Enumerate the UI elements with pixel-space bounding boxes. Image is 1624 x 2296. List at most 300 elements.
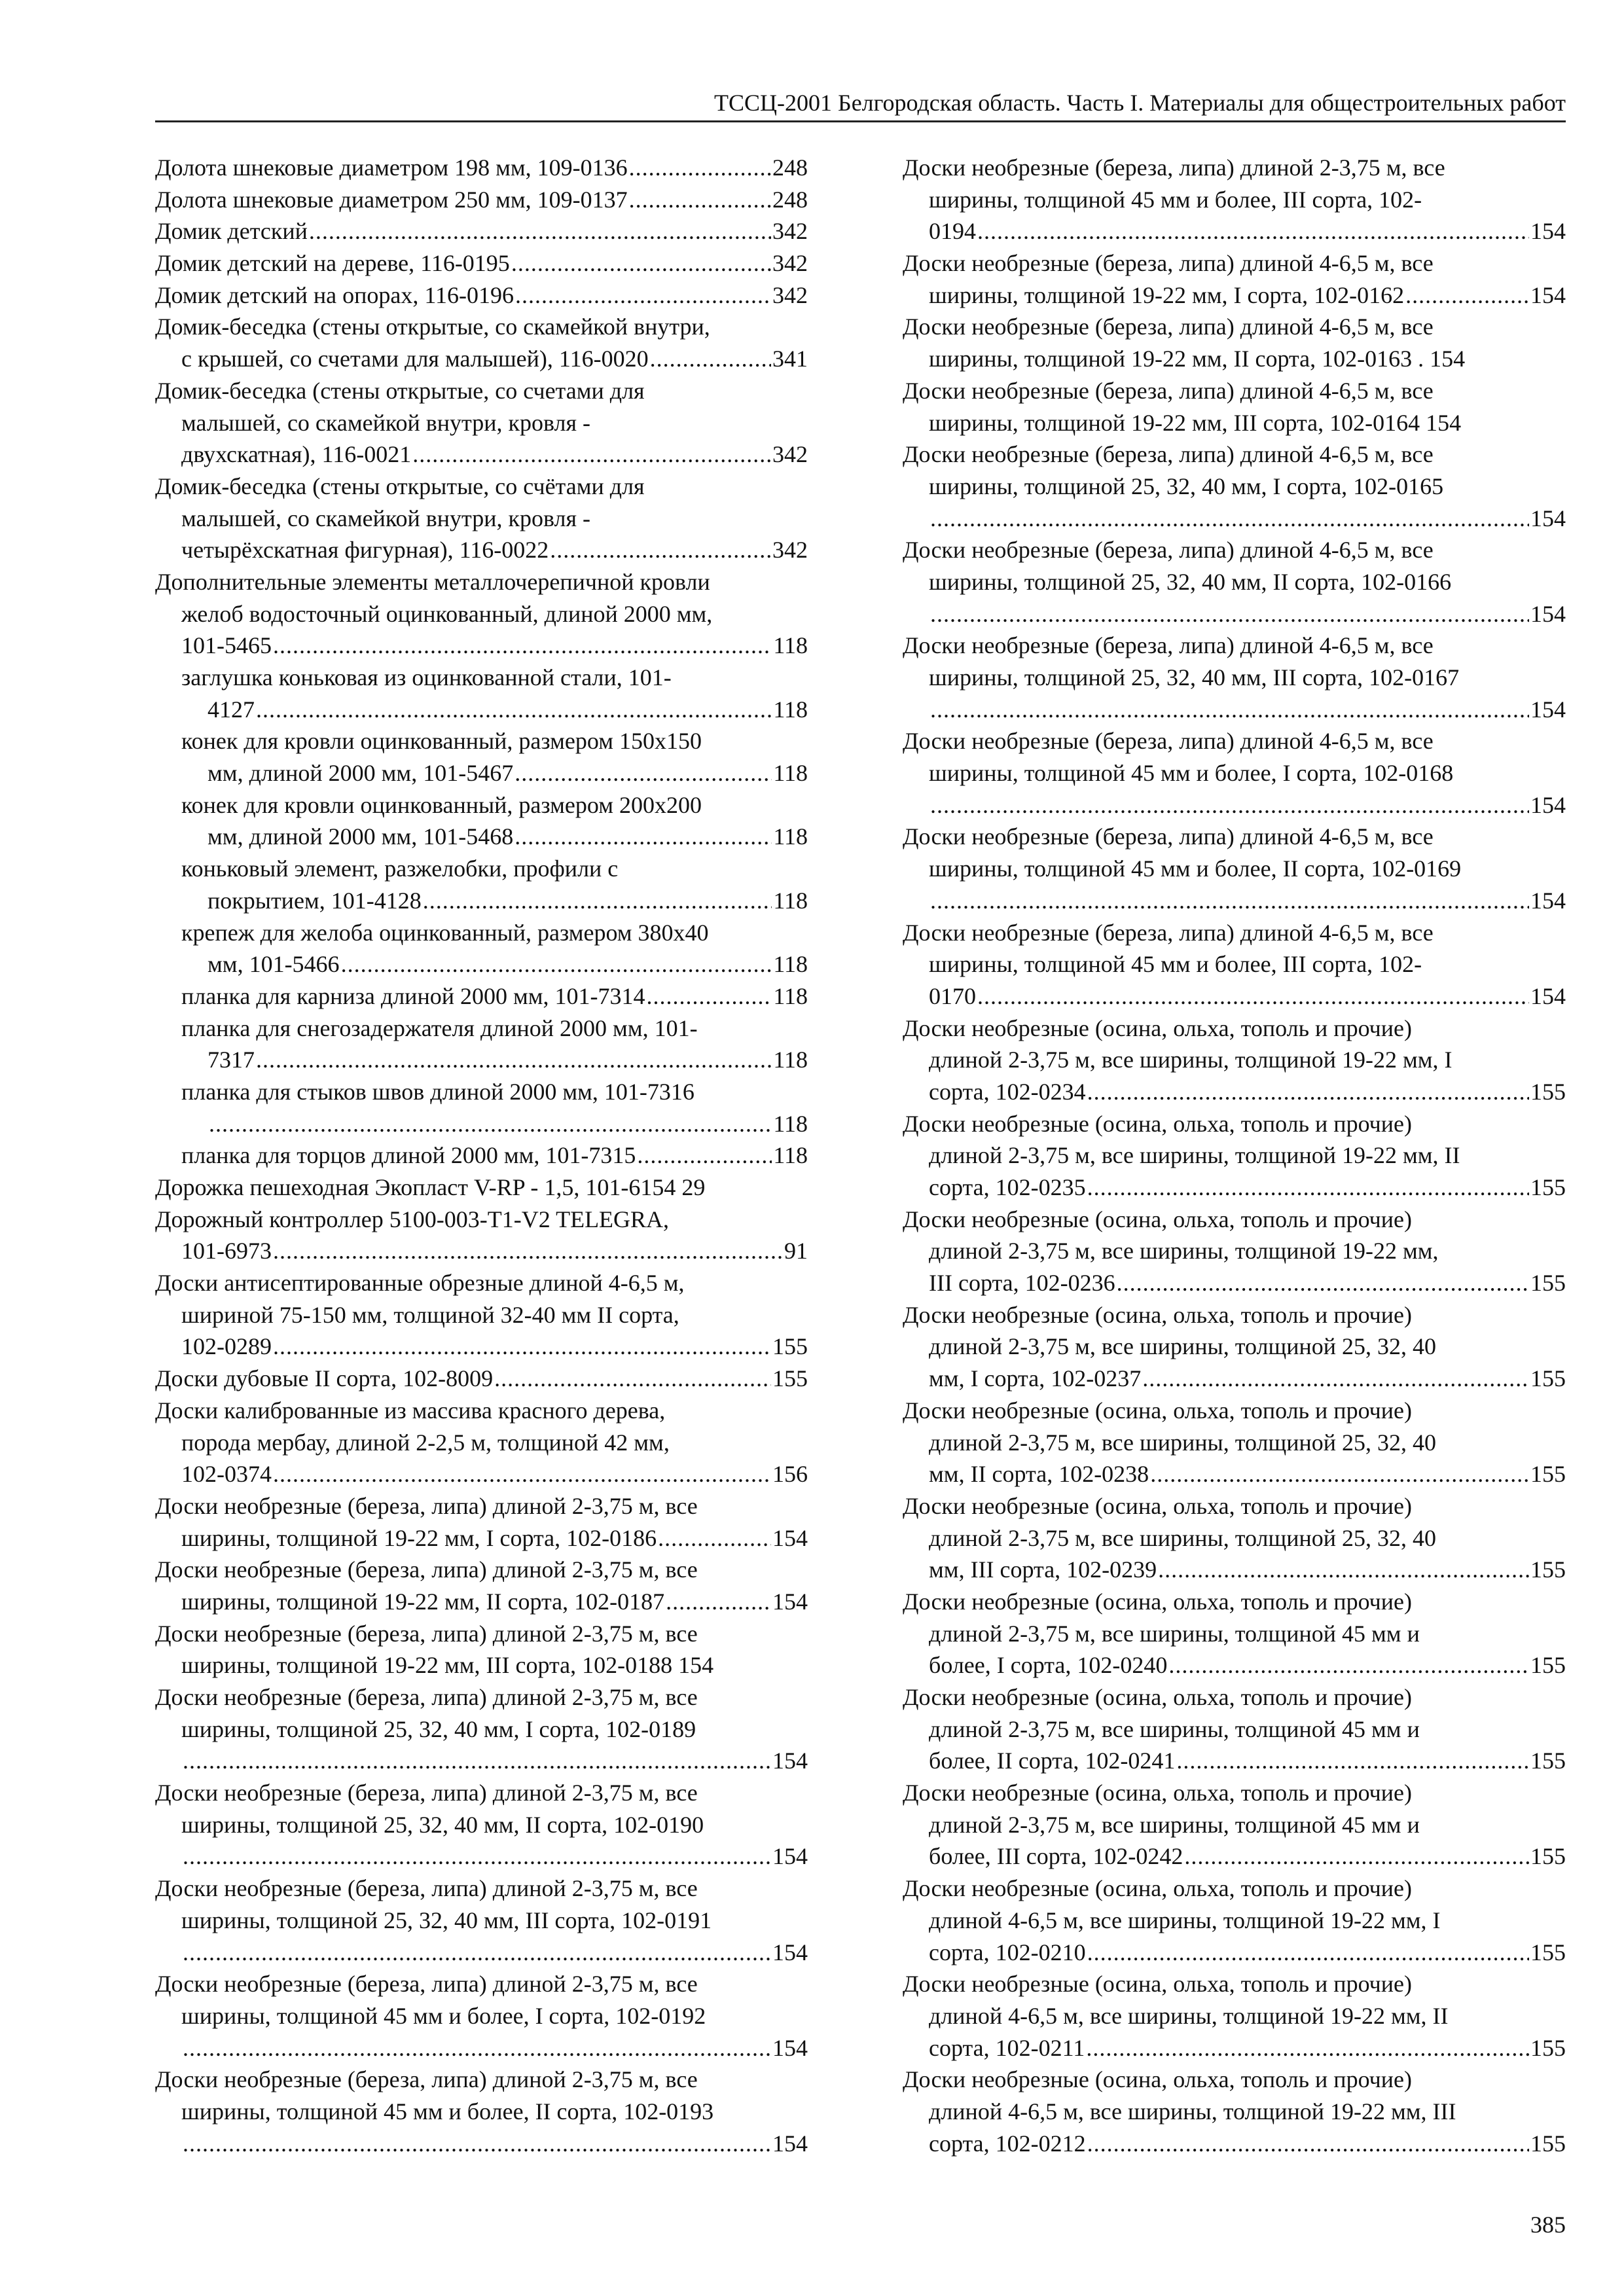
entry-line-with-page [903,885,1566,917]
entry-line: Домик-беседка (стены открытые, со скамейкой внутри, [155,314,710,340]
entry-line: длиной 2-3,75 м, все ширины, толщиной 19-22 мм, [929,1238,1439,1265]
entry-line: Доски необрезные (береза, липа) длиной 4-6,5 м, все [903,377,1434,404]
entry-line: Дорожный контроллер 5100-003-T1-V2 TELEGRA, [155,1206,670,1232]
entry-line: длиной 2-3,75 м, все ширины, толщиной 19-22 мм, II [929,1142,1460,1169]
index-subentry [155,917,808,980]
dot-leader [273,1458,771,1490]
entry-line: Доски необрезные (береза, липа) длиной 2-3,75 м, все [155,1620,698,1647]
dot-leader [209,1108,772,1140]
dot-leader [930,885,1529,917]
entry-text: Долота шнековые диаметром 250 мм, 109-0137 [155,186,628,213]
index-entry [155,471,808,566]
entry-line: Доски необрезные (осина, ольха, тополь и прочие) [903,1492,1412,1519]
entry-line: Доски необрезные (береза, липа) длиной 2-3,75 м, все [155,1556,698,1583]
page-ref: 156 [772,1461,808,1488]
dot-leader [977,215,1529,247]
page-ref: 342 [772,218,808,245]
entry-line-with-page [903,215,1566,247]
index-entry [903,1586,1566,1681]
entry-line-with-page [903,2128,1566,2160]
dot-leader [666,1586,771,1618]
entry-line: Доски необрезные (осина, ольха, тополь и прочие) [903,1110,1412,1137]
entry-text: ширины, толщиной 19-22 мм, II сорта, 102-0187 [181,1588,665,1615]
index-entry [155,566,808,662]
dot-leader [1142,1363,1529,1395]
index-entry [903,311,1566,374]
dot-leader [1086,2032,1529,2064]
entry-line-with-page [903,279,1566,312]
index-entry [903,375,1566,439]
page-ref: 118 [773,1142,808,1169]
entry-line-with-page [903,598,1566,630]
index-subentry [155,725,808,789]
index-entry [155,279,808,312]
index-entry [903,1013,1566,1108]
entry-text: четырёхскатная фигурная), 116-0022 [181,537,549,564]
entry-line: длиной 2-3,75 м, все ширины, толщиной 45 мм и [929,1811,1420,1838]
page-ref: 154 [1530,505,1566,531]
dot-leader [273,630,772,662]
dot-leader [183,1937,771,1969]
entry-line: Домик-беседка (стены открытые, со счётами для [155,473,645,499]
entry-line: Доски необрезные (береза, липа) длиной 2-3,75 м, все [155,1780,698,1806]
entry-line-with-page [903,1458,1566,1490]
entry-text: более, I сорта, 102-0240 [929,1652,1168,1679]
dot-leader [273,1235,783,1267]
index-entry [155,247,808,279]
page-ref: 342 [772,441,808,468]
page-ref: 155 [1530,1365,1566,1392]
dot-leader [637,1139,772,1172]
page-ref: 118 [773,951,808,978]
page-ref: 91 [784,1238,808,1265]
dot-leader [1176,1745,1529,1777]
entry-line-with-page [903,1554,1566,1586]
running-header [155,79,1566,122]
entry-line: Доски антисептированные обрезные длиной 4-6,5 м, [155,1270,685,1297]
entry-line-with-page [155,885,808,917]
entry-line-with-page [155,439,808,471]
entry-line: Доски необрезные (осина, ольха, тополь и прочие) [903,1397,1412,1424]
dot-leader [550,534,771,566]
page-ref: 342 [772,537,808,564]
index-entry [903,247,1566,311]
page-ref: 154 [772,1588,808,1615]
page-ref: 342 [772,250,808,277]
entry-line-with-page [155,247,808,279]
entry-text: III сорта, 102-0236 [929,1270,1115,1297]
entry-line-with-page [155,630,808,662]
index-entry [155,1204,808,1267]
page-ref: 342 [772,281,808,308]
entry-line-with-page [903,1172,1566,1204]
entry-line: планка для стыков швов длиной 2000 мм, 101-7316 [181,1078,695,1105]
dot-leader [256,1044,772,1076]
entry-line: коньковый элемент, разжелобки, профили с [181,855,619,882]
dot-leader [309,215,771,247]
page-ref: 248 [772,154,808,181]
entry-line-with-page [903,694,1566,726]
entry-line: ширины, толщиной 25, 32, 40 мм, III сорта, 102-0191 [181,1907,712,1933]
dot-leader [494,1363,771,1395]
entry-line-with-page [155,948,808,980]
page-ref: 154 [1530,281,1566,308]
entry-line: ширины, толщиной 25, 32, 40 мм, II сорта, 102-0166 [929,568,1452,595]
entry-line-with-page [903,503,1566,535]
entry-line-with-page [903,1937,1566,1969]
page-ref: 154 [1530,791,1566,818]
entry-line: шириной 75-150 мм, толщиной 32-40 мм II сорта, [181,1301,679,1328]
index-entry [903,1490,1566,1586]
entry-line-with-page [155,980,808,1013]
entry-text: Домик детский на опорах, 116-0196 [155,281,514,308]
entry-line: ширины, толщиной 25, 32, 40 мм, I сорта, 102-0189 [181,1715,696,1742]
page-ref: 118 [773,887,808,914]
entry-line: желоб водосточный оцинкованный, длиной 2000 мм, [181,600,713,627]
entry-line: конек для кровли оцинкованный, размером 200х200 [181,791,702,818]
entry-line: Доски необрезные (береза, липа) длиной 2-3,75 м, все [155,1971,698,1998]
index-entry [155,375,808,471]
entry-text: ширины, толщиной 19-22 мм, I сорта, 102-0162 [929,281,1405,308]
entry-line: Дополнительные элементы металлочерепичной кровли [155,568,710,595]
entry-line: ширины, толщиной 19-22 мм, III сорта, 102-0188 154 [181,1652,714,1679]
index-subentry [155,853,808,916]
page-ref: 154 [772,2034,808,2061]
entry-line-with-page [155,1331,808,1363]
entry-line: Домик-беседка (стены открытые, со счетами для [155,377,645,404]
entry-line: заглушка коньковая из оцинкованной стали, 101- [181,664,672,691]
entry-line: длиной 2-3,75 м, все ширины, толщиной 25, 32, 40 [929,1429,1437,1456]
entry-line: Доски необрезные (осина, ольха, тополь и прочие) [903,2066,1412,2093]
entry-text: 102-0289 [181,1333,272,1360]
page-ref: 155 [1530,1461,1566,1488]
entry-line: Доски необрезные (береза, липа) длиной 4-6,5 м, все [903,728,1434,755]
page-number: 385 [1530,2212,1566,2238]
entry-line: Доски необрезные (береза, липа) длиной 4-6,5 м, все [903,919,1434,946]
page-ref: 154 [772,1524,808,1551]
index-entry [903,1777,1566,1873]
index-entry [155,1873,808,1968]
entry-line-with-page [155,343,808,375]
entry-text: Домик детский [155,218,308,245]
page-ref: 155 [1530,1939,1566,1965]
dot-leader [1087,2128,1529,2160]
entry-line: Доски необрезные (береза, липа) длиной 4-6,5 м, все [903,823,1434,850]
entry-line-with-page [155,1586,808,1618]
entry-line-with-page [155,152,808,184]
entry-line-with-page [155,1937,808,1969]
entry-line-with-page [903,1745,1566,1777]
dot-leader [930,789,1529,821]
entry-line: Доски необрезные (береза, липа) длиной 2-3,75 м, все [155,2066,698,2093]
index-entry [155,1554,808,1617]
entry-line-with-page [155,1458,808,1490]
page-ref: 154 [1530,982,1566,1009]
entry-line-with-page [903,1363,1566,1395]
entry-line: порода мербау, длиной 2-2,5 м, толщиной 42 мм, [181,1429,670,1456]
page-ref: 155 [1530,1748,1566,1774]
index-entry [903,1204,1566,1299]
page-ref: 155 [1530,1556,1566,1583]
index-subentry [155,789,808,853]
page-ref: 154 [772,1748,808,1774]
index-entry [903,1968,1566,2064]
page-ref: 118 [773,823,808,850]
entry-text: с крышей, со счетами для малышей), 116-0020 [181,346,649,372]
entry-text: более, II сорта, 102-0241 [929,1748,1176,1774]
entry-text: 7317 [208,1047,255,1073]
entry-line: ширины, толщиной 25, 32, 40 мм, II сорта, 102-0190 [181,1811,704,1838]
entry-line: длиной 4-6,5 м, все ширины, толщиной 19-22 мм, II [929,2002,1449,2029]
entry-line: ширины, толщиной 45 мм и более, II сорта, 102-0169 [929,855,1462,882]
index-entry [155,215,808,247]
dot-leader [1158,1554,1529,1586]
index-column-left [155,152,808,2159]
index-entry [903,439,1566,534]
entry-line-with-page [155,1044,808,1076]
entry-text: Доски дубовые II сорта, 102-8009 [155,1365,494,1392]
dot-leader [1184,1840,1529,1873]
entry-text: более, III сорта, 102-0242 [929,1843,1183,1870]
dot-leader [183,1840,771,1873]
dot-leader [514,821,772,853]
index-subentry [155,980,808,1013]
page-ref: 155 [772,1333,808,1360]
dot-leader [977,980,1529,1013]
page-ref: 248 [772,186,808,213]
page-ref: 341 [772,346,808,372]
index-entry [155,152,808,184]
index-entry [903,1108,1566,1204]
dot-leader [423,885,772,917]
entry-line: Доски необрезные (осина, ольха, тополь и прочие) [903,1588,1412,1615]
entry-text: планка для торцов длиной 2000 мм, 101-7315 [181,1142,636,1169]
index-entry [903,534,1566,630]
index-entry [903,821,1566,916]
dot-leader [930,694,1529,726]
entry-line-with-page [155,1108,808,1140]
entry-line: планка для снегозадержателя длиной 2000 мм, 101- [181,1014,698,1041]
entry-text: сорта, 102-0211 [929,2034,1085,2061]
page-ref: 155 [1530,2130,1566,2157]
dot-leader [1087,1937,1529,1969]
entry-line-with-page [903,980,1566,1013]
dot-leader [629,152,771,184]
entry-line-with-page [155,279,808,312]
entry-text: 102-0374 [181,1461,272,1488]
dot-leader [629,184,771,216]
entry-line-with-page [903,789,1566,821]
page-ref: 155 [772,1365,808,1392]
index-subentry [155,1013,808,1076]
entry-line: ширины, толщиной 19-22 мм, III сорта, 102-0164 154 [929,409,1462,436]
entry-line: длиной 2-3,75 м, все ширины, толщиной 19-22 мм, I [929,1047,1453,1073]
page-ref: 118 [773,696,808,723]
index-column-right [903,152,1566,2159]
entry-line-with-page [903,1649,1566,1681]
index-entry [155,1363,808,1395]
dot-leader [515,279,771,312]
entry-line: Доски калиброванные из массива красного дерева, [155,1397,666,1424]
entry-text: сорта, 102-0235 [929,1174,1086,1200]
page-ref: 118 [773,632,808,659]
index-entry [903,630,1566,725]
entry-text: 0170 [929,982,976,1009]
dot-leader [412,439,771,471]
dot-leader [1117,1267,1529,1299]
page-ref: 155 [1530,1174,1566,1200]
index-entry [155,1395,808,1490]
entry-line-with-page [155,2032,808,2064]
entry-line-with-page [155,1522,808,1554]
index-entry [155,311,808,374]
dot-leader [647,980,772,1013]
index-entry [155,1172,808,1204]
index-entry [903,1873,1566,1968]
dot-leader [256,694,772,726]
entry-line: Доски необрезные (береза, липа) длиной 2-3,75 м, все [155,1684,698,1710]
dot-leader [183,2032,771,2064]
index-entry [903,152,1566,247]
dot-leader [273,1331,771,1363]
index-entry [155,1618,808,1681]
entry-text: мм, II сорта, 102-0238 [929,1461,1149,1488]
dot-leader [514,757,772,789]
dot-leader [1168,1649,1529,1681]
entry-line: длиной 4-6,5 м, все ширины, толщиной 19-22 мм, I [929,1907,1441,1933]
entry-line: длиной 2-3,75 м, все ширины, толщиной 45 мм и [929,1620,1420,1647]
entry-line: конек для кровли оцинкованный, размером 150х150 [181,728,702,755]
dot-leader [1150,1458,1529,1490]
index-entry [903,1395,1566,1490]
entry-text: мм, III сорта, 102-0239 [929,1556,1157,1583]
entry-line: крепеж для желоба оцинкованный, размером 380х40 [181,919,709,946]
entry-line: длиной 2-3,75 м, все ширины, толщиной 25, 32, 40 [929,1333,1437,1360]
entry-line-with-page [903,1840,1566,1873]
entry-line: Доски необрезные (береза, липа) длиной 4-6,5 м, все [903,441,1434,468]
entry-text: 4127 [208,696,255,723]
dot-leader [658,1522,771,1554]
entry-line-with-page [155,1745,808,1777]
entry-text: 101-5465 [181,632,272,659]
page-ref: 154 [1530,600,1566,627]
entry-line-with-page [155,694,808,726]
entry-line: Доски необрезные (береза, липа) длиной 4-6,5 м, все [903,537,1434,564]
entry-line: Доски необрезные (осина, ольха, тополь и прочие) [903,1301,1412,1328]
page-ref: 155 [1530,2034,1566,2061]
entry-line: Доски необрезные (осина, ольха, тополь и прочие) [903,1971,1412,1998]
page-ref: 155 [1530,1843,1566,1870]
page-ref: 155 [1530,1078,1566,1105]
entry-line: Доски необрезные (осина, ольха, тополь и прочие) [903,1206,1412,1232]
dot-leader [1087,1172,1529,1204]
entry-line: Доски необрезные (береза, липа) длиной 4-6,5 м, все [903,632,1434,659]
index-entry [155,1490,808,1554]
entry-line: Доски необрезные (береза, липа) длиной 4-6,5 м, все [903,314,1434,340]
page-ref: 118 [773,760,808,787]
entry-line-with-page [155,534,808,566]
entry-line-with-page [903,1076,1566,1108]
entry-line: длиной 2-3,75 м, все ширины, толщиной 25, 32, 40 [929,1524,1437,1551]
entry-line: ширины, толщиной 25, 32, 40 мм, III сорта, 102-0167 [929,664,1460,691]
page-ref: 154 [1530,696,1566,723]
index-subentry [155,1139,808,1172]
index-entry [155,184,808,216]
entry-line-with-page [155,1235,808,1267]
dot-leader [1405,279,1529,312]
entry-text: Долота шнековые диаметром 198 мм, 109-0136 [155,154,628,181]
entry-line: Доски необрезные (береза, липа) длиной 2-3,75 м, все [155,1875,698,1902]
entry-text: Домик детский на дереве, 116-0195 [155,250,510,277]
entry-line-with-page [155,1139,808,1172]
entry-line-with-page [155,2128,808,2160]
index-entry [155,1777,808,1873]
entry-text: мм, длиной 2000 мм, 101-5468 [208,823,514,850]
entry-line: Доски необрезные (береза, липа) длиной 2-3,75 м, все [903,154,1445,181]
entry-text: 0194 [929,218,976,245]
entry-line-with-page [155,1363,808,1395]
entry-line: ширины, толщиной 45 мм и более, III сорта, 102- [929,951,1422,978]
entry-text: сорта, 102-0234 [929,1078,1086,1105]
entry-line: Доски необрезные (осина, ольха, тополь и прочие) [903,1875,1412,1902]
entry-line: Дорожка пешеходная Экопласт V-RP - 1,5, 101-6154 29 [155,1174,706,1200]
entry-text: мм, 101-5466 [208,951,340,978]
page-ref: 155 [1530,1270,1566,1297]
page-ref: 154 [1530,887,1566,914]
entry-line: ширины, толщиной 45 мм и более, I сорта, 102-0168 [929,760,1454,787]
entry-text: сорта, 102-0210 [929,1939,1086,1965]
entry-text: сорта, 102-0212 [929,2130,1086,2157]
index-entry [903,1299,1566,1395]
entry-text: планка для карниза длиной 2000 мм, 101-7314 [181,982,645,1009]
entry-line: Доски необрезные (береза, липа) длиной 2-3,75 м, все [155,1492,698,1519]
dot-leader [1087,1076,1529,1108]
index-subentry [155,1076,808,1139]
entry-line: ширины, толщиной 45 мм и более, I сорта, 102-0192 [181,2002,706,2029]
entry-text: мм, длиной 2000 мм, 101-5467 [208,760,514,787]
entry-line: длиной 2-3,75 м, все ширины, толщиной 45 мм и [929,1715,1420,1742]
dot-leader [930,598,1529,630]
entry-line: ширины, толщиной 45 мм и более, III сорта, 102- [929,186,1422,213]
entry-line-with-page [903,2032,1566,2064]
entry-line: малышей, со скамейкой внутри, кровля - [181,505,591,531]
entry-line: длиной 4-6,5 м, все ширины, толщиной 19-22 мм, III [929,2098,1456,2125]
page-ref: 154 [772,1939,808,1965]
entry-text: 101-6973 [181,1238,272,1265]
entry-text: покрытием, 101-4128 [208,887,422,914]
index-entry [903,725,1566,821]
entry-line-with-page [155,821,808,853]
page-ref: 154 [772,2130,808,2157]
entry-line: Доски необрезные (осина, ольха, тополь и прочие) [903,1780,1412,1806]
header-title: ТССЦ-2001 Белгородская область. Часть I. Материалы для общестроительных работ [714,90,1566,116]
entry-line: ширины, толщиной 19-22 мм, II сорта, 102-0163 . 154 [929,346,1466,372]
dot-leader [183,2128,771,2160]
entry-line: малышей, со скамейкой внутри, кровля - [181,409,591,436]
page-ref: 118 [773,982,808,1009]
index-entry [155,2064,808,2159]
index-subentry [155,662,808,725]
dot-leader [511,247,771,279]
entry-text: мм, I сорта, 102-0237 [929,1365,1142,1392]
index-entry [155,1968,808,2064]
dot-leader [930,503,1529,535]
entry-text: двухскатная), 116-0021 [181,441,412,468]
entry-line-with-page [903,1267,1566,1299]
page-ref: 154 [1530,218,1566,245]
entry-line-with-page [155,215,808,247]
entry-line-with-page [155,1840,808,1873]
